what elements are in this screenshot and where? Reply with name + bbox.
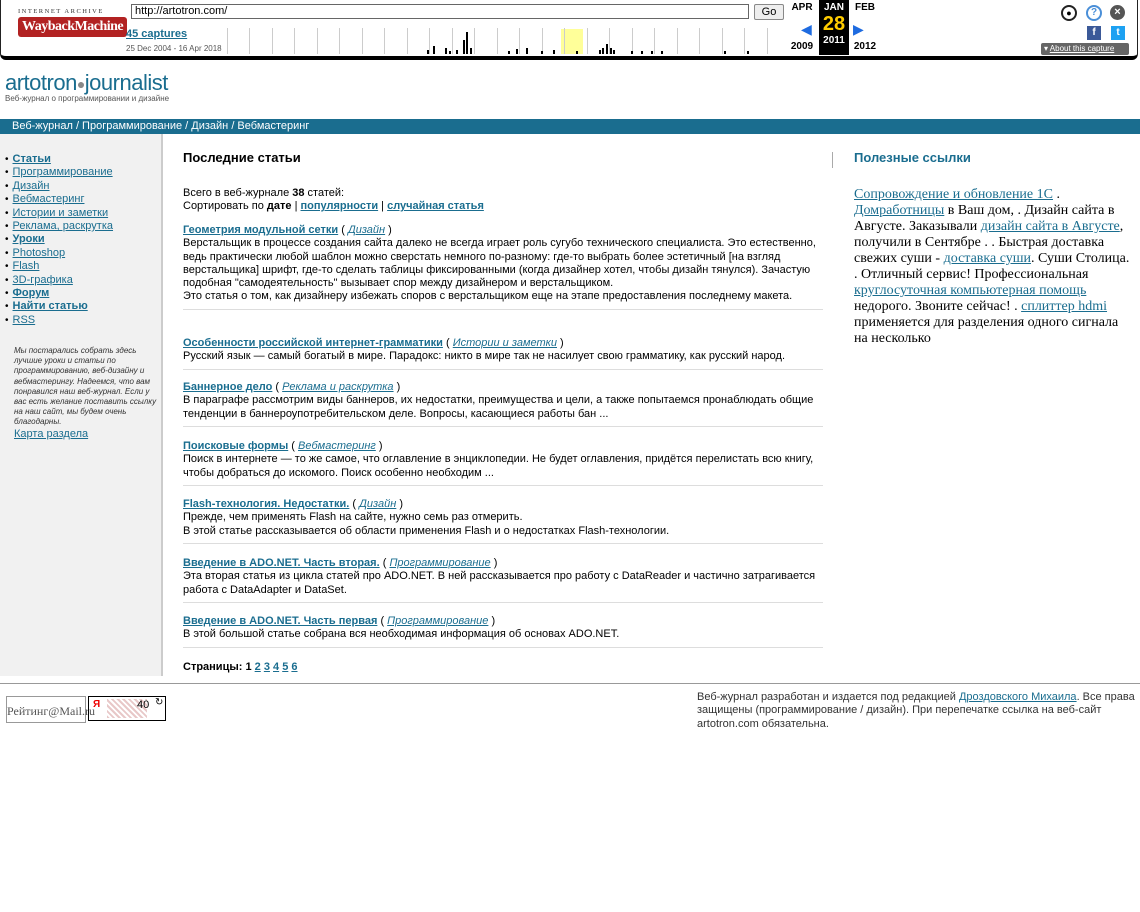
useful-links-title: Полезные ссылки [854, 150, 971, 165]
sidebar-item-link[interactable]: Реклама, раскрутка [12, 220, 114, 233]
links-text-5: недорого. Звоните сейчас! . [854, 299, 1022, 314]
sidebar-item [5, 207, 113, 220]
article-title-link[interactable]: Особенности российской интернет-грамматики [183, 337, 443, 349]
sidebar-item [5, 287, 113, 300]
article-excerpt: Русский язык — самый богатый в мире. Парадокс: никто в мире так не насилует свою грамматику, как русский народ. [183, 350, 786, 363]
article-title-link[interactable]: Flash-технология. Недостатки. [183, 498, 350, 510]
category-open: ( [446, 337, 450, 349]
yandex-counter[interactable] [88, 696, 166, 721]
capture-sparkline[interactable] [227, 28, 784, 54]
total-count: 38 [292, 187, 305, 199]
captures-link[interactable]: 45 captures [126, 28, 188, 40]
article-category-link[interactable]: Программирование [389, 557, 491, 569]
article-title-link[interactable]: Поисковые формы [183, 440, 289, 452]
footer-text-prefix: Веб-журнал разработан и издается под редакцией [697, 691, 959, 703]
category-close: ) [560, 337, 564, 349]
sidebar-item [5, 153, 113, 166]
sort-separator: | [378, 200, 388, 213]
sidebar-item-link[interactable]: Flash [12, 260, 40, 273]
column-divider [832, 152, 833, 168]
link-site-design[interactable]: дизайн сайта в Августе [980, 219, 1120, 234]
article-excerpt: В этой большой статье собрана вся необходимая информация об основах ADO.NET. [183, 628, 620, 641]
sidebar-note: Мы постарались собрать здесь лучшие уроки и статьи по программированию, веб-дизайну и вебмастерингу. Надеемся, что вам понравился наш веб-журнал. Если у вас есть желание поставить ссылку на наш сайт, мы будем очень благодарны. [14, 346, 157, 427]
sort-by-date: дате [266, 200, 292, 213]
article-item [183, 615, 823, 648]
category-open: ( [275, 381, 280, 393]
category-close: ) [378, 440, 383, 452]
article-category-link[interactable]: Дизайн [359, 498, 397, 510]
category-close: ) [491, 615, 496, 627]
footer-divider [0, 683, 1140, 684]
sidebar-item-link[interactable]: Статьи [12, 153, 51, 165]
useful-links-text [854, 187, 1134, 347]
article-item [183, 557, 823, 603]
prev-month[interactable]: APR [791, 2, 813, 13]
site-logo[interactable] [5, 70, 169, 103]
left-sidebar [0, 134, 163, 676]
articles-summary [183, 187, 484, 214]
category-open: ( [382, 557, 387, 569]
sidebar-item [5, 247, 113, 260]
sidebar-menu [5, 153, 113, 327]
article-excerpt-2: В этой статье рассказывается об области применения Flash и о недостатках Flash-технологии. [183, 524, 670, 537]
current-year: 2011 [823, 35, 845, 46]
article-item [183, 224, 823, 310]
total-suffix: статей: [304, 187, 345, 199]
category-close: ) [399, 498, 404, 510]
sidebar-item [5, 193, 113, 206]
pagination [183, 661, 298, 673]
sidebar-item [5, 220, 113, 233]
sidebar-item [5, 180, 113, 193]
site-tagline: Веб-журнал о программировании и дизайне [5, 94, 170, 103]
breadcrumb-text[interactable]: Веб-журнал / Программирование / Дизайн / Вебмастеринг [12, 120, 310, 132]
yandex-logo: Я [93, 699, 101, 710]
logo-dot-icon: ● [76, 76, 85, 93]
links-text-6: применяется для разделения одного сигнала на несколько [854, 315, 1119, 346]
article-title-link[interactable]: Введение в ADO.NET. Часть первая [183, 615, 378, 627]
category-close: ) [396, 381, 401, 393]
section-map-link[interactable]: Карта раздела [14, 428, 89, 440]
article-excerpt: В параграфе рассмотрим виды баннеров, их недостатки, преимущества и цели, а также попытаемся пронаблюдать общие тенденции в баннероупотребительском деле. Вопросы, касающиеся работы бан ... [183, 394, 814, 420]
article-excerpt: Эта вторая статья из цикла статей про ADO.NET. В ней рассказывается про работу с DataReader и частично затрагивается работа с DataAdapter и DataSet. [183, 570, 816, 596]
sidebar-item [5, 300, 113, 313]
go-button[interactable]: Go [754, 4, 784, 20]
author-link[interactable]: Дроздовского Михаила [958, 691, 1077, 703]
link-sushi-delivery[interactable]: доставка суши [943, 251, 1031, 266]
links-text-2: в Ваш дом, . Дизайн сайта в Августе. Заказывали [854, 203, 1115, 234]
wayback-logo[interactable] [18, 8, 124, 46]
useful-links [854, 150, 1134, 346]
links-text-1: . [1052, 187, 1060, 202]
article-category-link[interactable]: Реклама и раскрутка [282, 381, 394, 393]
prev-capture-arrow-icon[interactable]: ◀ [801, 21, 812, 37]
sort-prefix: Сортировать по [183, 200, 267, 213]
footer-copyright [697, 691, 1137, 731]
sidebar-item [5, 274, 113, 287]
sidebar-item-link[interactable]: 3D-графика [12, 273, 73, 286]
logo-left: artotron [5, 70, 77, 95]
main-content [183, 150, 823, 673]
yandex-counter-value: 40 [137, 699, 150, 711]
help-icon[interactable]: ? [1086, 5, 1102, 21]
article-excerpt-2: Это статья о том, как дизайнеру избежать споров с верстальщиком еще на этапе предоставления последнему макета. [183, 290, 793, 303]
category-open: ( [352, 498, 357, 510]
sidebar-item-link[interactable]: RSS [12, 313, 36, 326]
page-title: Последние статьи [183, 150, 301, 165]
next-capture-arrow-icon[interactable]: ▶ [853, 21, 864, 37]
about-capture-button[interactable]: ▾ About this capture [1041, 43, 1129, 55]
page-link[interactable]: 2 [254, 661, 261, 673]
pages-label: Страницы: [183, 661, 246, 673]
page-link[interactable]: 4 [273, 661, 280, 673]
article-excerpt: Поиск в интернете — то же самое, что оглавление в энциклопедии. Не будет оглавления, придётся перелистать всю книгу, чтобы добраться до искомого. Поиск особенно необходим ... [183, 453, 814, 479]
article-item [183, 381, 823, 427]
about-capture-label: About this capture [1049, 44, 1115, 53]
page-link[interactable]: 5 [282, 661, 289, 673]
current-page: 1 [245, 661, 252, 673]
link-housekeepers[interactable]: Домработницы [854, 203, 945, 218]
links-text-3: , получили в Сентябре . . Быстрая доставка свежих суши - [854, 219, 1124, 266]
sidebar-item-link[interactable]: Уроки [12, 233, 45, 246]
sort-by-popularity-link[interactable]: популярности [300, 200, 379, 213]
link-computer-help[interactable]: круглосуточная компьютерная помощь [854, 283, 1087, 298]
footer-text-suffix: . Все права защищены (программирование / дизайн). При перепечатке ссылка на веб-сайт artotron.com обязательна. [697, 691, 1135, 730]
facebook-icon[interactable]: f [1087, 26, 1101, 40]
article-title-link[interactable]: Геометрия модульной сетки [183, 224, 339, 236]
logo-right: journalist [84, 70, 168, 95]
total-prefix: Всего в веб-журнале [183, 187, 293, 199]
current-capture-date [819, 0, 849, 55]
next-month[interactable]: FEB [855, 2, 875, 13]
sidebar-item-link[interactable]: Программирование [12, 166, 113, 179]
ia-label: INTERNET ARCHIVE [18, 8, 104, 15]
sidebar-item-link[interactable]: Photoshop [12, 246, 66, 259]
link-1c-support[interactable]: Сопровождение и обновление 1С [854, 187, 1053, 202]
article-item [183, 337, 823, 370]
rating-mail-counter[interactable]: Рейтинг@Mail.ru [6, 696, 86, 723]
category-open: ( [291, 440, 295, 452]
article-category-link[interactable]: Вебмастеринг [298, 440, 376, 452]
next-year[interactable]: 2012 [853, 41, 877, 52]
article-category-link[interactable]: Программирование [387, 615, 489, 627]
link-hdmi-splitter[interactable]: сплиттер hdmi [1021, 299, 1108, 314]
sidebar-item-link[interactable]: Истории и заметки [12, 206, 109, 219]
category-open: ( [341, 224, 345, 236]
refresh-icon: ↻ [155, 697, 164, 708]
breadcrumb [0, 119, 1140, 134]
sidebar-item [5, 260, 113, 273]
article-excerpt: Прежде, чем применять Flash на сайте, нужно семь раз отмерить. [183, 511, 523, 524]
sidebar-item-link[interactable]: Найти статью [12, 300, 88, 313]
wayback-toolbar [0, 0, 1138, 60]
page-link[interactable]: 6 [291, 661, 298, 673]
category-close: ) [388, 224, 392, 236]
sidebar-item [5, 166, 113, 179]
category-open: ( [380, 615, 385, 627]
sort-separator: | [291, 200, 301, 213]
category-close: ) [493, 557, 498, 569]
links-text-4: . Суши Столица. . Отличный сервис! Профессиональная [854, 251, 1130, 282]
account-icon[interactable]: ● [1061, 5, 1077, 21]
close-icon[interactable]: × [1110, 5, 1125, 20]
capture-range: 25 Dec 2004 - 16 Apr 2018 [126, 44, 222, 53]
sidebar-item-link[interactable]: Форум [12, 287, 50, 300]
sidebar-item [5, 233, 113, 246]
sidebar-item-link[interactable]: Вебмастеринг [12, 193, 85, 206]
sidebar-item-link[interactable]: Дизайн [12, 179, 50, 192]
article-item [183, 498, 823, 544]
article-title-link[interactable]: Баннерное дело [183, 381, 273, 393]
random-article-link[interactable]: случайная статья [387, 200, 484, 213]
current-day: 28 [822, 13, 846, 35]
article-title-link[interactable]: Введение в ADO.NET. Часть вторая. [183, 557, 380, 569]
wayback-url-input[interactable]: http://artotron.com/ [131, 4, 749, 19]
page-link[interactable]: 3 [263, 661, 270, 673]
article-excerpt: Верстальщик в процессе создания сайта далеко не всегда играет роль сугубо технического специалиста. Это естественно, ведь практически любой шаблон можно сверстать немного по-разному: где-то выбрать более эстетичный [на взгляд верстальщика] шрифт, где-то сделать таблицы фиксированными (когда дизайнер хотел, чтобы дизайн тянулся). Зачастую подобная "самодеятельность" вызывает спор между дизайнером и верстальщиком. [183, 237, 816, 290]
prev-year[interactable]: 2009 [790, 41, 814, 52]
article-category-link[interactable]: Дизайн [347, 224, 386, 236]
current-month: JAN [823, 2, 844, 13]
article-item [183, 440, 823, 486]
twitter-icon[interactable]: t [1111, 26, 1125, 40]
wayback-logo-text: WaybackMachine [18, 17, 127, 37]
sidebar-item [5, 314, 113, 327]
article-category-link[interactable]: Истории и заметки [452, 337, 557, 349]
